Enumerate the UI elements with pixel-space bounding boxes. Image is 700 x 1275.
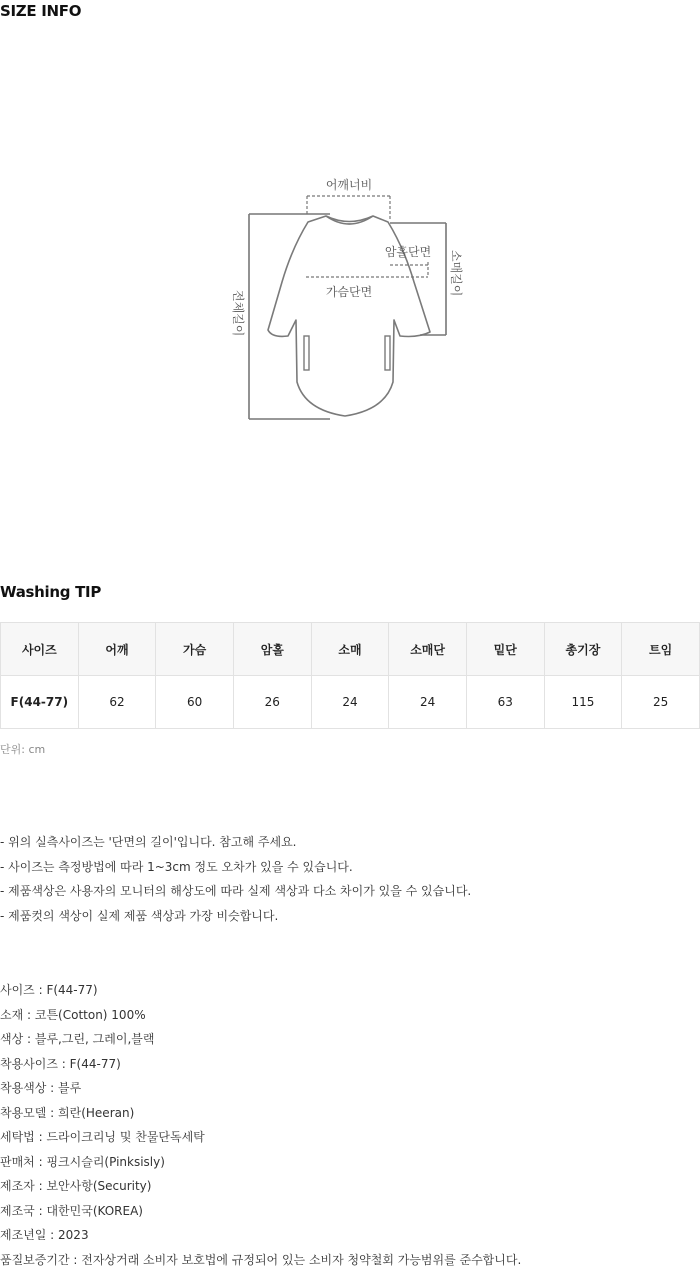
- size-table-header-row: [1, 623, 700, 676]
- cell-shoulder: 62: [78, 676, 156, 729]
- size-info-title: SIZE INFO: [0, 2, 82, 20]
- cell-chest: 60: [156, 676, 234, 729]
- washing-tip-title: Washing TIP: [0, 583, 102, 601]
- note-line: - 제품컷의 색상이 실제 제품 색상과 가장 비슷합니다.: [0, 908, 279, 923]
- info-worn-color: 착용색상 : 블루: [0, 1081, 82, 1095]
- header-sleeve: 소매: [311, 623, 389, 676]
- info-material: 소재 : 코튼(Cotton) 100%: [0, 1007, 146, 1022]
- header-chest: 가슴: [156, 623, 234, 676]
- header-slit: 트임: [622, 623, 700, 676]
- header-size: 사이즈: [1, 623, 79, 676]
- header-sleeve-hem: 소매단: [389, 623, 467, 676]
- product-info: [0, 978, 521, 1272]
- info-worn-size: 착용사이즈 : F(44-77): [0, 1056, 121, 1071]
- size-table: [0, 622, 700, 729]
- total-length-label: 전체길이: [231, 290, 245, 337]
- garment-size-diagram: [0, 170, 700, 430]
- header-shoulder: 어깨: [78, 623, 156, 676]
- info-model: 착용모델 : 희란(Heeran): [0, 1105, 135, 1120]
- chest-label: 가슴단면: [325, 285, 373, 299]
- cell-total-length: 115: [544, 676, 622, 729]
- info-manufacturer: 제조자 : 보안사항(Security): [0, 1179, 152, 1193]
- header-total-length: 총기장: [544, 623, 622, 676]
- cell-armhole: 26: [233, 676, 311, 729]
- note-line: - 제품색상은 사용자의 모니터의 해상도에 따라 실제 색상과 다소 차이가 있을 수 있습니다.: [0, 884, 472, 898]
- cell-sleeve-hem: 24: [389, 676, 467, 729]
- info-seller: 판매처 : 핑크시슬리(Pinksisly): [0, 1154, 165, 1169]
- note-line: - 위의 실측사이즈는 '단면의 길이'입니다. 참고해 주세요.: [0, 835, 297, 849]
- info-country: 제조국 : 대한민국(KOREA): [0, 1203, 143, 1218]
- cell-size: F(44-77): [1, 676, 79, 729]
- cell-slit: 25: [622, 676, 700, 729]
- table-row: [1, 676, 700, 729]
- shoulder-label: 어깨너비: [325, 178, 373, 192]
- info-year: 제조년일 : 2023: [0, 1228, 89, 1242]
- header-hem: 밑단: [466, 623, 544, 676]
- size-notes: [0, 830, 471, 928]
- sleeve-length-label: 소매길이: [449, 250, 463, 297]
- note-line: - 사이즈는 측정방법에 따라 1~3cm 정도 오차가 있을 수 있습니다.: [0, 859, 353, 874]
- cell-hem: 63: [466, 676, 544, 729]
- cell-sleeve: 24: [311, 676, 389, 729]
- info-warranty: 품질보증기간 : 전자상거래 소비자 보호법에 규정되어 있는 소비자 청약철회 가능범위를 준수합니다.: [0, 1252, 522, 1267]
- info-washing: 세탁법 : 드라이크리닝 및 찬물단독세탁: [0, 1130, 205, 1144]
- unit-note: 단위: cm: [0, 743, 46, 756]
- header-armhole: 암홀: [233, 623, 311, 676]
- armhole-label: 암홀단면: [384, 245, 432, 259]
- shoulder-measure: [307, 196, 390, 220]
- info-size: 사이즈 : F(44-77): [0, 983, 98, 997]
- info-color: 색상 : 블루,그린, 그레이,블랙: [0, 1032, 155, 1046]
